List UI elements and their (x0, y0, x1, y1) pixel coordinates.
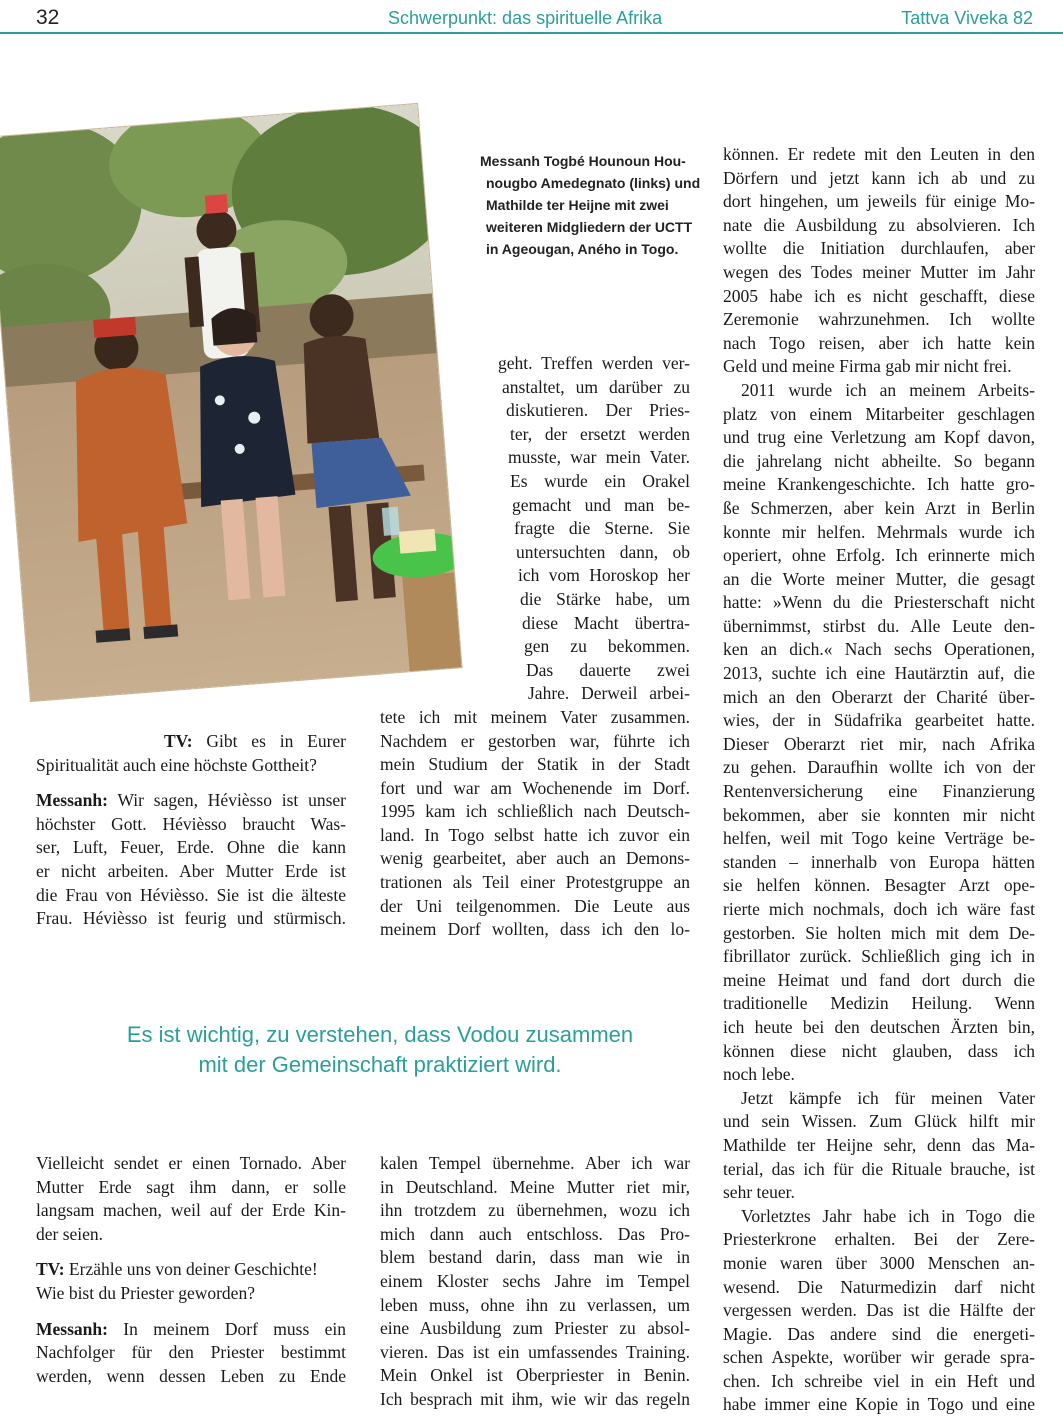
text-line: der seien. (36, 1223, 104, 1244)
pull-quote-line: mit der Gemeinschaft praktiziert wird. (198, 1052, 562, 1077)
text-line: noch lebe. (723, 1064, 795, 1085)
article-column-left-bottom (36, 1152, 346, 1388)
text-line: sehr teuer. (723, 1182, 795, 1203)
text-line: bekommen, aber sie konnten mir nicht (723, 804, 1035, 825)
header-rule (0, 32, 1063, 34)
text-line: Geld und meine Firma gab mir nicht frei. (723, 356, 1012, 377)
answer-line (36, 1318, 346, 1342)
text-line: zu gehen. Daraufhin wollte ich von der (723, 757, 1035, 778)
text-line: wenig gearbeitet, aber auch an Demons- (380, 848, 690, 869)
text-line: können. Er redete mit den Leuten in den (723, 144, 1035, 164)
text-line: schen Aspekte, worüber wir gerade spra- (723, 1347, 1035, 1368)
text-line: eine Ausbildung zum Priester zu absol- (380, 1318, 690, 1339)
text-line: dort hingehen, um jeweils für einige Mo- (723, 191, 1035, 212)
text-line: Es wurde ein Orakel (510, 470, 690, 491)
text-line: an die Worte meiner Mutter, die gesagt (723, 568, 1035, 589)
answer-text: Wir sagen, Hévièsso ist unser (117, 790, 346, 811)
text-line: nach Togo reisen, aber ich hatte kein (723, 332, 1035, 353)
text-line: fort und war am Wochenende im Dorf. (380, 777, 690, 798)
text-line: leben muss, ohne ihn zu verlassen, um (380, 1294, 690, 1315)
text-line: untersuchten dann, ob (516, 541, 690, 562)
caption-line: nougbo Amedegnato (links) und (486, 175, 701, 191)
text-line: anstaltet, um darüber zu (502, 376, 690, 397)
text-line: blem bestand darin, dass man wie in (380, 1247, 690, 1268)
question-text: Erzähle uns von deiner Geschichte! (68, 1259, 318, 1280)
text-line: geht. Treffen werden ver- (498, 353, 690, 373)
text-line: Mutter Erde sagt ihm dann, er solle (36, 1176, 346, 1197)
text-line: höchster Gott. Hévièsso braucht Was- (36, 813, 346, 834)
text-line: wegen des Todes meiner Mutter im Jahr (723, 261, 1035, 282)
text-line: diese Macht übertra- (522, 612, 690, 633)
text-line: gemacht und man be- (512, 494, 690, 515)
answer-text: In meinem Dorf muss ein (123, 1318, 347, 1339)
text-line: 1995 kam ich schließlich nach Deutsch- (380, 801, 690, 822)
speaker-tv: TV: (36, 1259, 65, 1280)
article-column-left-top (36, 730, 346, 931)
text-line: Dieser Oberarzt riet mir, nach Afrika (723, 733, 1035, 754)
magazine-issue: Tattva Viveka 82 (901, 8, 1033, 28)
text-line: musste, war mein Vater. (508, 447, 690, 468)
text-line: Rentenversicherung eine Finanzierung (723, 781, 1035, 802)
text-line: langsam machen, weil auf der Erde Kin- (36, 1200, 346, 1221)
text-line: mich an den Oberarzt der Charité über- (723, 686, 1035, 707)
text-line: konnte mir helfen. Mehrmals wurde ich (723, 521, 1035, 542)
speaker-messanh: Messanh: (36, 790, 108, 811)
text-line: Ich besprach mit ihm, wie wir das regeln (380, 1388, 690, 1409)
article-column-right (723, 143, 1035, 1417)
text-line: Mathilde ter Heijne sehr, denn das Ma- (723, 1134, 1035, 1155)
text-line: traditionelle Medizin Heilung. Wenn (723, 993, 1035, 1014)
text-line: fragte die Sterne. Sie (514, 518, 690, 539)
text-line: mich dann auch entschloss. Das Pro- (380, 1223, 690, 1244)
text-line: 2005 habe ich es nicht geschafft, diese (723, 285, 1035, 306)
text-line: und sein Wissen. Zum Glück hilft mir (723, 1111, 1035, 1132)
text-line: hatte: »Wenn du die Priesterschaft nicht (723, 592, 1035, 613)
speaker-messanh: Messanh: (36, 1318, 108, 1339)
text-line: rierte mich nochmals, doch ich wäre fast (723, 899, 1035, 919)
text-line: tete ich mit meinem Vater zusammen. (380, 706, 690, 727)
text-line: meinem Dorf wollten, dass ich den lo- (380, 919, 690, 940)
page-header (0, 0, 1063, 34)
pull-quote-line: Es ist wichtig, zu verstehen, dass Vodou zusammen (126, 1022, 634, 1047)
question-line (36, 1258, 346, 1282)
page-number: 32 (36, 6, 60, 29)
text-line: Priesterkrone erhalten. Bei der Zere- (723, 1229, 1035, 1250)
text-line: werden, wenn dessen Leben zu Ende (36, 1365, 346, 1386)
text-line: die jahrelang nicht abheilte. So begann (723, 450, 1035, 471)
text-line: Das dauerte zwei (526, 659, 690, 680)
text-line: trationen als Teil einer Protestgruppe an (380, 872, 690, 893)
text-line: platz von einem Mitarbeiter geschlagen (723, 403, 1035, 424)
question-line: Spiritualität auch eine höchste Gottheit? (36, 754, 317, 775)
text-line: Nachdem er gestorben war, führte ich (380, 730, 690, 751)
text-line: gen zu bekommen. (524, 636, 690, 657)
text-line: terial, das ich für die Rituale brauche, ist (723, 1158, 1035, 1179)
text-line: mein Studium der Statik in der Stadt (380, 754, 690, 775)
question-line: Wie bist du Priester geworden? (36, 1282, 255, 1303)
text-line: einem Kloster sechs Jahre im Tempel (380, 1270, 690, 1291)
text-line: helfen, weil mit Togo keine Verträge be- (723, 828, 1035, 849)
question-text: Gibt es in Eurer (206, 731, 346, 751)
text-line: übernimmst, stirbst du. Alle Leute den- (723, 615, 1035, 636)
text-line: chen. Ich schreibe viel in ein Heft und (723, 1370, 1035, 1391)
text-line: 2011 wurde ich an meinem Arbeits- (741, 379, 1035, 400)
caption-line: weiteren Midgliedern der UCTT (486, 219, 693, 235)
text-line: ser, Luft, Feuer, Erde. Ohne die kann (36, 837, 346, 858)
text-line: er nicht arbeiten. Aber Mutter Erde ist (36, 860, 346, 881)
text-line: und trug eine Verletzung am Kopf davon, (723, 427, 1035, 448)
text-line: Vorletztes Jahr habe ich in Togo die (741, 1205, 1035, 1226)
text-line: Dörfern und jetzt kann ich ab und zu (723, 167, 1035, 188)
text-line: können diese nicht glauben, dass ich (723, 1040, 1035, 1061)
text-line: sie helfen können. Besagter Arzt ope- (723, 875, 1035, 896)
text-line: Frau. Hévièsso ist feurig und stürmisch. (36, 908, 346, 929)
question-line (36, 730, 346, 754)
text-line: meine Heimat und fand dort durch die (723, 969, 1035, 990)
text-line: ken an dich.« Nach sechs Operationen, (723, 639, 1035, 660)
text-line: nate die Ausbildung zu absolvieren. Ich (723, 214, 1035, 235)
text-line: Nachfolger für den Priester bestimmt (36, 1342, 346, 1363)
pull-quote (100, 1020, 660, 1080)
text-line: Mein Onkel ist Oberpriester in Benin. (380, 1365, 690, 1386)
text-line: 2013, suchte ich eine Hautärztin auf, die (723, 663, 1035, 684)
text-line: vergessen werden. Das ist die Hälfte der (723, 1300, 1035, 1321)
text-line: wies, der in Südafrika gearbeitet hatte. (723, 710, 1035, 731)
article-column-mid-top (380, 352, 690, 942)
text-line: ter, der ersetzt werden (510, 423, 690, 444)
text-line: Jahre. Derweil arbei- (528, 683, 690, 704)
text-line: Jetzt kämpfe ich für meinen Vater (741, 1087, 1035, 1108)
text-line: Zeremonie wahrzunehmen. Ich wollte (723, 309, 1035, 330)
caption-line: in Ageougan, Aného in Togo. (486, 241, 679, 257)
text-line: gestorben. Sie holten mich mit dem De- (723, 922, 1035, 943)
text-line: ihn trotzdem zu übernehmen, wozu ich (380, 1200, 690, 1221)
text-line: operiert, ohne Erfolg. Ich erinnerte mich (723, 545, 1035, 566)
text-line: die Stärke habe, um (520, 588, 690, 609)
text-line: wollte die Initiation durchlaufen, aber (723, 238, 1035, 259)
photo-caption (472, 150, 702, 260)
text-line: habe immer eine Kopie in Togo und eine (723, 1394, 1035, 1415)
caption-line: Mathilde ter Heijne mit zwei (486, 197, 669, 213)
text-line: die Frau von Hévièsso. Sie ist die älteste (36, 884, 346, 905)
text-line: fibrillator zurück. Schließlich ging ich in (723, 946, 1035, 967)
text-line: meine Krankengeschichte. Ich hatte gro- (723, 474, 1035, 495)
text-line: ße Schmerzen, aber kein Arzt in Berlin (723, 497, 1035, 518)
text-line: Vielleicht sendet er einen Tornado. Aber (36, 1153, 346, 1173)
text-line: in Deutschland. Meine Mutter riet mir, (380, 1176, 690, 1197)
text-line: kalen Tempel übernehme. Aber ich war (380, 1153, 690, 1173)
text-line: vieren. Das ist ein umfassendes Training. (380, 1341, 690, 1362)
text-line: diskutieren. Der Pries- (506, 400, 690, 421)
text-line: standen – innerhalb von Europa hätten (723, 851, 1035, 872)
text-line: Magie. Das andere sind die energeti- (723, 1323, 1035, 1344)
text-line: wesend. Die Naturmedizin darf nicht (723, 1276, 1035, 1297)
speaker-tv: TV: (164, 731, 193, 751)
text-line: land. In Togo selbst hatte ich zuvor ein (380, 824, 690, 845)
text-line: der Uni teilgenommen. Die Leute aus (380, 895, 690, 916)
text-line: ich vom Horoskop her (518, 565, 690, 586)
answer-line (36, 789, 346, 813)
section-title: Schwerpunkt: das spirituelle Afrika (388, 8, 663, 28)
text-line: monie waren über 3000 Menschen an- (723, 1252, 1035, 1273)
text-line: ich heute bei den deutschen Ärzten bin, (723, 1016, 1035, 1037)
caption-line: Messanh Togbé Hounoun Hou- (480, 153, 686, 169)
article-column-mid-bottom (380, 1152, 690, 1412)
